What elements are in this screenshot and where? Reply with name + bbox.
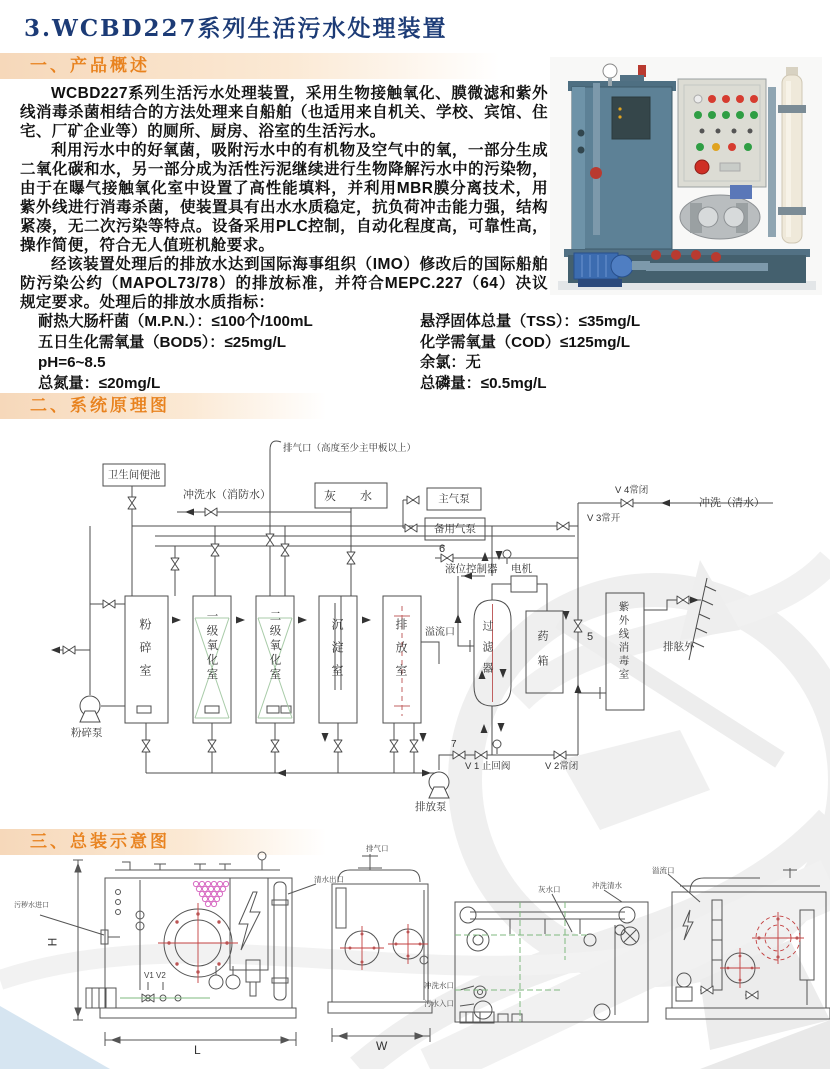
number-6-label: 6	[439, 543, 446, 555]
spec-total-nitrogen: 总氮量：≤20mg/L	[38, 374, 161, 392]
schematic-drawing	[15, 428, 815, 830]
valve-v3-label: V 3常开	[587, 513, 621, 524]
motor-label: 电机	[511, 563, 532, 575]
gray-water-box-label: 灰 水	[323, 489, 378, 503]
flush-fire-water-label: 冲洗水（消防水）	[183, 489, 271, 501]
uv-room-label: 紫外线消毒室	[617, 601, 630, 682]
flush-water-port-label: 冲洗水口	[424, 981, 454, 990]
discharge-pump-label: 排放泵	[415, 801, 447, 813]
dimension-l-label: L	[194, 1043, 201, 1057]
section-heading-overview	[0, 53, 520, 79]
section-heading-schematic-label: 二、系统原理图	[30, 396, 170, 415]
overview-paragraph-2: 利用污水中的好氧菌，吸附污水中的有机物及空气中的氧，一部分生成二氧化碳和水，另一部分成为活性污泥继续进行生物降解污水中的污染物，由于在曝气接触氧化室中设置了高性能填料，并利用MBR膜分离技术，用紫外线进行消毒杀菌，使装置具有出水水质稳定，抗负荷冲击能力强，结构紧凑，无二次污染等特点。设备采用PLC控制，自动化程度高，可靠性高，操作简便，符合无人值班机舱要求。	[20, 142, 548, 254]
vent-label: 排气口（高度至少主甲板以上）	[283, 443, 417, 454]
spec-total-phosphorus: 总磷量：≤0.5mg/L	[420, 374, 547, 392]
overboard-label: 排舷外	[663, 641, 695, 653]
number-5-label: 5	[587, 631, 594, 643]
tank-label-sedimentation: 沉淀室	[330, 618, 344, 687]
v1-v2-label: V1 V2	[144, 971, 166, 980]
spec-residual-chlorine: 余氯：无	[420, 354, 481, 371]
dimension-w-label: W	[376, 1039, 388, 1053]
tank-label-oxidation-2: 二级氧化室	[268, 610, 281, 683]
product-photo	[550, 57, 822, 295]
main-air-pump-label: 主气泵	[438, 493, 470, 505]
chem-box-label: 药箱	[536, 630, 548, 680]
spec-ph: pH=6~8.5	[38, 354, 106, 371]
valve-v4-label: V 4常闭	[615, 485, 649, 496]
overflow-port-label: 溢流口	[652, 866, 675, 875]
system-schematic	[15, 428, 815, 830]
overview-paragraph-3: 经该装置处理后的排放水达到国际海事组织（IMO）修改后的国际船舶防污染公约（MAPOL73/78）的排放标准，并符合MEPC.227（64）决议规定要求。处理后的排放水质指标：	[20, 256, 548, 311]
page-title: 3.WCBD227系列生活污水处理装置	[24, 15, 448, 42]
valve-v1-label: V 1 止回阀	[465, 761, 511, 772]
flush-clean-water-label: 冲洗清水	[592, 881, 622, 890]
vent-port-label: 排气口	[366, 844, 389, 853]
tank-label-discharge-room: 排放室	[394, 618, 408, 687]
dimension-h-label: H	[45, 937, 60, 947]
spec-list-left	[38, 312, 313, 394]
toilet-box-label: 卫生间便池	[107, 469, 161, 481]
section-heading-assembly-label: 三、总装示意图	[30, 832, 170, 851]
overview-paragraph-1: WCBD227系列生活污水处理装置，采用生物接触氧化、膜微滤和紫外线消毒杀菌相结合的方法处理来自船舶（也适用来自机关、学校、宾馆、住宅、厂矿企业等）的厕所、厨房、浴室的生活污水。	[20, 85, 548, 140]
spec-tss: 悬浮固体总量（TSS）：≤35mg/L	[420, 313, 641, 330]
spec-list-right	[420, 312, 640, 394]
section-heading-schematic	[0, 393, 340, 419]
spec-mpn: 耐热大肠杆菌（M.P.N.）：≤100个/100mL	[38, 313, 313, 330]
tank-label-oxidation-1: 一级氧化室	[205, 610, 218, 683]
tank-label-crush-room: 粉碎室	[138, 618, 152, 687]
backup-air-pump-label: 备用气泵	[434, 523, 476, 535]
assembly-drawings	[0, 840, 830, 1069]
gray-water-port-label: 灰水口	[538, 885, 561, 894]
crush-pump-label: 粉碎泵	[71, 727, 103, 739]
spec-bod5: 五日生化需氧量（BOD5）：≤25mg/L	[38, 333, 286, 351]
assembly-drawing	[0, 840, 830, 1069]
overflow-port-label: 溢流口	[425, 627, 455, 638]
section-heading-overview-label: 一、产品概述	[30, 56, 150, 75]
flush-clean-water-label: 冲洗（清水）	[699, 497, 765, 509]
number-7-label: 7	[451, 739, 457, 750]
overview-paragraphs	[20, 84, 548, 312]
clean-water-outlet-label: 清水出口	[314, 875, 344, 884]
sewage-inlet-side-label: 污秽水进口	[14, 902, 49, 909]
level-controller-label: 液位控制器	[445, 563, 498, 575]
filter-label: 过滤器	[481, 620, 493, 683]
spec-cod: 化学需氧量（COD）≤125mg/L	[420, 333, 631, 351]
sewage-inlet-label: 污水入口	[424, 999, 454, 1008]
valve-v2-label: V 2常闭	[545, 761, 579, 772]
